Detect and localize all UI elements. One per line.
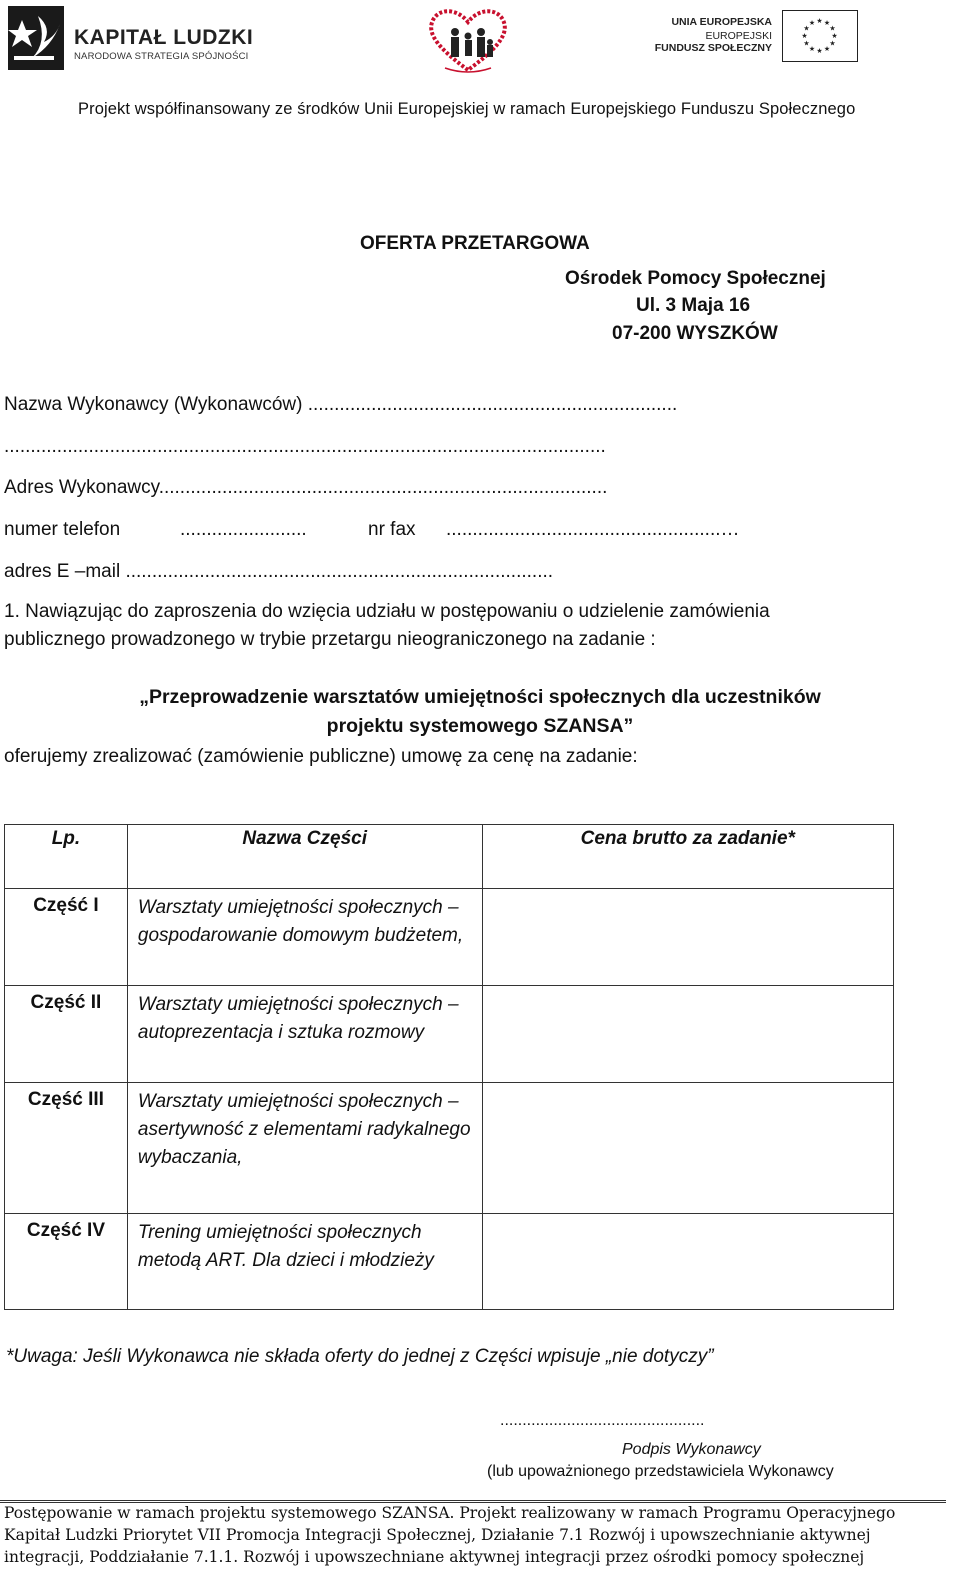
ue-line2: EUROPEJSKI bbox=[705, 30, 772, 42]
cofinancing-line: Projekt współfinansowany ze środków Unii Europejskiej w ramach Europejskiego Funduszu Społecznego bbox=[78, 100, 856, 118]
svg-text:★: ★ bbox=[823, 45, 831, 53]
kapital-ludzki-star-icon bbox=[8, 6, 68, 72]
svg-text:★: ★ bbox=[808, 19, 816, 27]
eu-logo bbox=[654, 10, 858, 64]
part-name: Warsztaty umiejętności społecznych – gospodarowanie domowym budżetem, bbox=[127, 889, 482, 986]
svg-text:★: ★ bbox=[803, 39, 810, 48]
footer-line-1: Postępowanie w ramach projektu systemowego SZANSA. Projekt realizowany w ramach Programu Operacyjnego bbox=[4, 1504, 896, 1522]
fax-field[interactable]: ....................................................… bbox=[446, 519, 740, 540]
kapital-ludzki-logo bbox=[8, 6, 254, 72]
note: *Uwaga: Jeśli Wykonawca nie składa oferty do jednej z Części wpisuje „nie dotyczy” bbox=[6, 1346, 714, 1367]
svg-text:★: ★ bbox=[816, 47, 823, 55]
header-part-name: Nazwa Części bbox=[127, 825, 482, 889]
price-input-cell[interactable] bbox=[482, 889, 893, 986]
project-szansa-logo bbox=[425, 2, 511, 76]
ue-line3: FUNDUSZ SPOŁECZNY bbox=[654, 42, 772, 54]
header-lp: Lp. bbox=[5, 825, 128, 889]
price-table bbox=[4, 824, 894, 1310]
phone-field[interactable]: ........................ bbox=[180, 519, 307, 540]
part-name: Warsztaty umiejętności społecznych – autoprezentacja i sztuka rozmowy bbox=[127, 986, 482, 1083]
svg-text:★: ★ bbox=[801, 32, 808, 40]
table-row bbox=[5, 1083, 894, 1214]
contractor-name-continuation[interactable]: .................................................................................................................. bbox=[4, 436, 606, 457]
svg-text:★: ★ bbox=[829, 24, 836, 33]
contractor-name-field[interactable]: Nazwa Wykonawcy (Wykonawców) ...................................................................... bbox=[4, 394, 678, 415]
part-number: Część IV bbox=[5, 1214, 128, 1310]
intro-line-2: publicznego prowadzonego w trybie przetargu nieograniczonego na zadanie : bbox=[4, 629, 656, 650]
intro-line-1: 1. Nawiązując do zaproszenia do wzięcia udziału w postępowaniu o udzielenie zamówienia bbox=[4, 601, 770, 622]
signature-sublabel: (lub upoważnionego przedstawiciela Wykonawcy bbox=[487, 1463, 834, 1480]
email-field[interactable]: adres E –mail ................................................................................. bbox=[4, 561, 554, 582]
footer-line-3: integracji, Poddziałanie 7.1.1. Rozwój i upowszechniane aktywnej integracji przez ośrodki pomocy społecznej bbox=[4, 1548, 865, 1566]
phone-label: numer telefon bbox=[4, 519, 121, 540]
svg-text:★: ★ bbox=[831, 32, 838, 40]
subject-line-1: „Przeprowadzenie warsztatów umiejętności społecznych dla uczestników bbox=[139, 686, 821, 708]
fax-label: nr fax bbox=[368, 519, 416, 540]
footer-rule bbox=[0, 1500, 946, 1503]
price-input-cell[interactable] bbox=[482, 1214, 893, 1310]
signature-field[interactable]: .............................................. bbox=[500, 1412, 705, 1429]
kl-title: KAPITAŁ LUDZKI bbox=[74, 26, 254, 49]
kl-subtitle: NARODOWA STRATEGIA SPÓJNOŚCI bbox=[74, 51, 249, 62]
part-name: Warsztaty umiejętności społecznych – asertywność z elementami radykalnego wybaczania, bbox=[127, 1083, 482, 1214]
price-input-cell[interactable] bbox=[482, 1083, 893, 1214]
ue-line1: UNIA EUROPEJSKA bbox=[671, 16, 772, 28]
table-row bbox=[5, 986, 894, 1083]
subject-line-2: projektu systemowego SZANSA” bbox=[326, 715, 634, 737]
eu-flag-icon bbox=[782, 10, 858, 62]
footer-line-2: Kapitał Ludzki Priorytet VII Promocja Integracji Społecznej, Działanie 7.1 Rozwój i upowszechnianie aktywnej bbox=[4, 1526, 871, 1544]
price-input-cell[interactable] bbox=[482, 986, 893, 1083]
part-number: Część I bbox=[5, 889, 128, 986]
svg-text:★: ★ bbox=[829, 39, 836, 48]
signature-label: Podpis Wykonawcy bbox=[622, 1441, 761, 1458]
addressee-line-3: 07-200 WYSZKÓW bbox=[612, 323, 778, 344]
part-number: Część III bbox=[5, 1083, 128, 1214]
part-name: Trening umiejętności społecznych metodą ART. Dla dzieci i młodzieży bbox=[127, 1214, 482, 1310]
table-row bbox=[5, 889, 894, 986]
svg-text:★: ★ bbox=[808, 45, 816, 53]
addressee-line-1: Ośrodek Pomocy Społecznej bbox=[565, 268, 826, 289]
contractor-address-field[interactable]: Adres Wykonawcy..................................................................................... bbox=[4, 477, 608, 498]
offer-line: oferujemy zrealizować (zamówienie publiczne) umowę za cenę na zadanie: bbox=[4, 746, 638, 767]
offer-title: OFERTA PRZETARGOWA bbox=[360, 233, 590, 254]
svg-text:★: ★ bbox=[823, 19, 831, 27]
header-price: Cena brutto za zadanie* bbox=[482, 825, 893, 889]
svg-text:★: ★ bbox=[816, 17, 823, 25]
table-row bbox=[5, 1214, 894, 1310]
heart-family-icon bbox=[425, 2, 511, 76]
part-number: Część II bbox=[5, 986, 128, 1083]
svg-text:★: ★ bbox=[803, 24, 810, 33]
addressee-line-2: Ul. 3 Maja 16 bbox=[636, 295, 751, 316]
table-header-row bbox=[5, 825, 894, 889]
